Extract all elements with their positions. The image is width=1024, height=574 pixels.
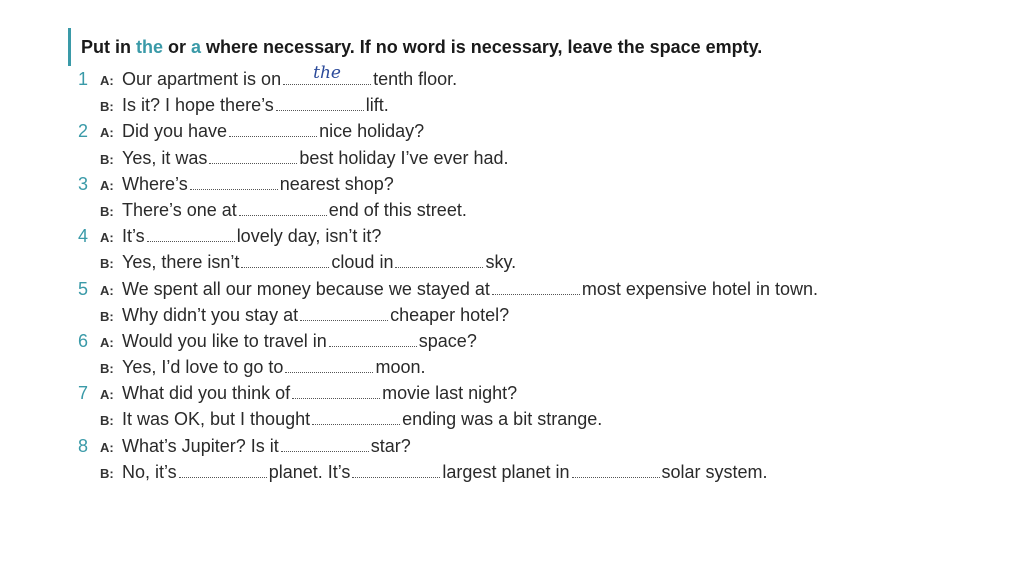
sentence-text: Would you like to travel in xyxy=(122,330,327,351)
exercise-line xyxy=(78,328,818,354)
exercise-list xyxy=(78,63,819,485)
exercise-line xyxy=(78,63,818,92)
sentence-text: There’s one at xyxy=(122,199,237,220)
answer-blank[interactable] xyxy=(241,251,329,268)
item-number: 3 xyxy=(78,173,89,194)
exercise-line xyxy=(78,92,818,118)
answer-blank[interactable] xyxy=(147,225,235,242)
sentence-text: ending was a bit strange. xyxy=(402,409,603,430)
sentence-text: Our apartment is on xyxy=(122,69,282,89)
exercise-line xyxy=(78,459,818,485)
exercise-line xyxy=(78,145,818,171)
speaker-label: B: xyxy=(100,256,114,272)
sentence-text: Why didn’t you stay at xyxy=(122,304,299,325)
exercise-line xyxy=(78,249,818,275)
exercise-line xyxy=(78,380,818,406)
answer-blank[interactable] xyxy=(572,461,660,478)
speaker-label: A: xyxy=(100,282,114,298)
sentence-text: space? xyxy=(418,330,477,351)
answer-blank[interactable] xyxy=(492,278,580,295)
instruction-text-2: or xyxy=(163,37,192,57)
sentence-text: best holiday I’ve ever had. xyxy=(299,147,509,168)
exercise-line xyxy=(78,354,818,380)
answer-blank[interactable] xyxy=(281,435,369,452)
sentence-text: sky. xyxy=(485,252,517,273)
speaker-label: B: xyxy=(100,465,114,481)
exercise-line xyxy=(78,433,818,459)
sentence-text: nice holiday? xyxy=(319,121,425,142)
sentence-text: star? xyxy=(370,435,411,456)
answer-blank[interactable] xyxy=(179,461,267,478)
speaker-label: A: xyxy=(100,73,114,88)
answer-blank[interactable] xyxy=(312,408,400,425)
exercise-line xyxy=(78,406,818,432)
sentence-text: Yes, it was xyxy=(122,147,208,168)
sentence-text: It’s xyxy=(122,226,145,247)
sentence-text: largest planet in xyxy=(442,461,570,482)
sentence-text: Yes, there isn’t xyxy=(122,252,240,273)
speaker-label: A: xyxy=(100,387,114,403)
sentence-text: We spent all our money because we stayed at xyxy=(122,278,490,299)
sentence-text: Yes, I’d love to go to xyxy=(122,357,284,378)
speaker-label: A: xyxy=(100,439,114,455)
sentence-text: tenth floor. xyxy=(373,69,458,89)
sentence-text: movie last night? xyxy=(382,383,518,404)
answer-blank[interactable] xyxy=(329,330,417,347)
speaker-label: A: xyxy=(100,125,114,141)
speaker-label: A: xyxy=(100,334,114,350)
sentence-text: most expensive hotel in town. xyxy=(581,278,819,299)
answer-blank[interactable] xyxy=(300,304,388,321)
sentence-text: What did you think of xyxy=(122,383,291,404)
handwritten-answer: the xyxy=(313,63,341,83)
instruction-text-3: where necessary. If no word is necessary, leave the space empty. xyxy=(201,37,763,57)
sentence-text: No, it’s xyxy=(122,461,177,482)
answer-blank[interactable] xyxy=(209,147,297,164)
item-number: 2 xyxy=(78,121,89,142)
answer-blank[interactable] xyxy=(285,356,373,373)
answer-blank[interactable] xyxy=(229,120,317,137)
item-number: 7 xyxy=(78,383,89,404)
answer-blank[interactable] xyxy=(352,461,440,478)
answer-blank[interactable] xyxy=(283,63,371,85)
answer-blank[interactable] xyxy=(239,199,327,216)
sentence-text: Is it? I hope there’s xyxy=(122,95,274,116)
speaker-label: B: xyxy=(100,308,114,324)
item-number: 5 xyxy=(78,278,89,299)
exercise-instruction xyxy=(68,28,762,66)
sentence-text: end of this street. xyxy=(328,199,467,220)
speaker-label: B: xyxy=(100,99,114,115)
exercise-line xyxy=(78,118,818,144)
exercise-line xyxy=(78,302,818,328)
item-number: 4 xyxy=(78,226,89,247)
sentence-text: lovely day, isn’t it? xyxy=(236,226,382,247)
speaker-label: B: xyxy=(100,151,114,167)
speaker-label: A: xyxy=(100,230,114,246)
item-number: 6 xyxy=(78,330,89,351)
exercise-line xyxy=(78,171,818,197)
exercise-line xyxy=(78,223,818,249)
speaker-label: B: xyxy=(100,413,114,429)
sentence-text: planet. It’s xyxy=(268,461,351,482)
sentence-text: Did you have xyxy=(122,121,228,142)
sentence-text: lift. xyxy=(365,95,389,116)
sentence-text: moon. xyxy=(375,357,426,378)
exercise-line xyxy=(78,276,818,302)
sentence-text: solar system. xyxy=(661,461,768,482)
speaker-label: A: xyxy=(100,177,114,193)
instruction-word-the: the xyxy=(136,37,163,57)
answer-blank[interactable] xyxy=(190,173,278,190)
sentence-text: cheaper hotel? xyxy=(390,304,510,325)
sentence-text: What’s Jupiter? Is it xyxy=(122,435,279,456)
item-number: 8 xyxy=(78,435,89,456)
sentence-text: It was OK, but I thought xyxy=(122,409,311,430)
instruction-text-1: Put in xyxy=(81,37,136,57)
speaker-label: B: xyxy=(100,203,114,219)
sentence-text: cloud in xyxy=(331,252,394,273)
item-number: 1 xyxy=(78,69,89,89)
answer-blank[interactable] xyxy=(395,251,483,268)
answer-blank[interactable] xyxy=(276,94,364,111)
instruction-word-a: a xyxy=(191,37,202,57)
exercise-line xyxy=(78,197,818,223)
answer-blank[interactable] xyxy=(292,382,380,399)
sentence-text: nearest shop? xyxy=(279,173,394,194)
sentence-text: Where’s xyxy=(122,173,188,194)
speaker-label: B: xyxy=(100,361,114,377)
